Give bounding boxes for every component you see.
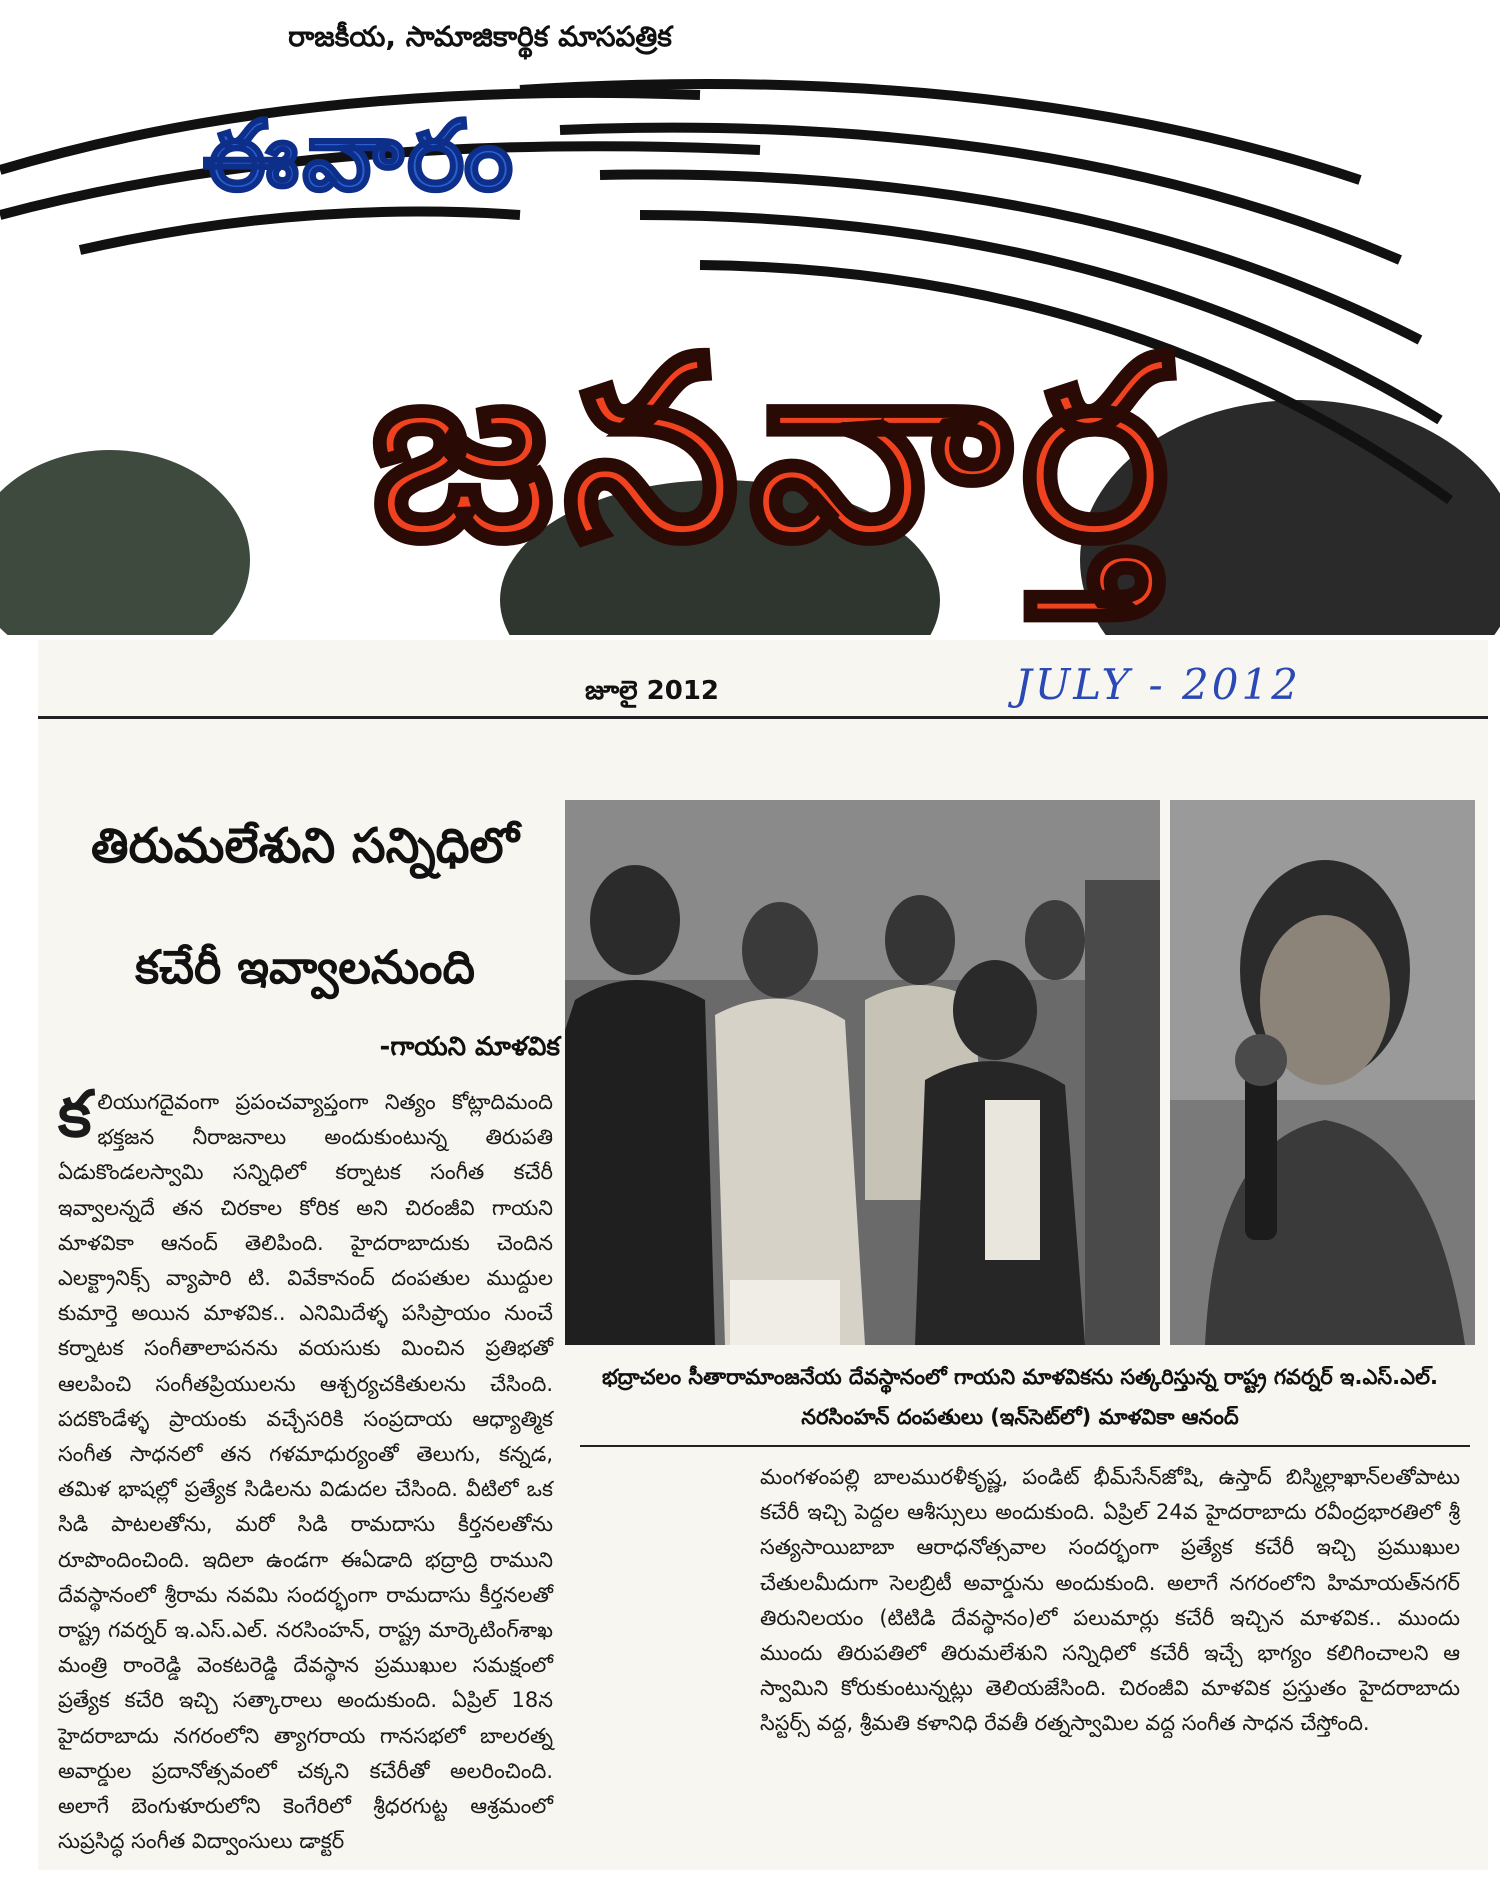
caption-divider (580, 1445, 1470, 1447)
issue-date: జూలై 2012 (585, 676, 720, 706)
headline-line-2: కచేరీ ఇవ్వాలనుంది (135, 940, 475, 994)
photo-caption-line-1: భద్రాచలం సీతారామాంజనేయ దేవస్థానంలో గాయని మాళవికను సత్కరిస్తున్న రాష్ట్ర గవర్నర్ ఇ.ఎస్.ఎల్. (602, 1365, 1438, 1389)
photo-caption-line-2: నరసింహన్ దంపతులు (ఇన్‌సెట్‌లో) మాళవికా ఆనంద్ (801, 1405, 1239, 1429)
headline-line-1: తిరుమలేశుని సన్నిధిలో (91, 818, 519, 874)
top-divider (38, 716, 1488, 719)
masthead (0, 0, 1500, 635)
body-text-left: లియుగదైవంగా ప్రపంచవ్యాప్తంగా నిత్యం కోట్లాదిమంది భక్తజన నీరాజనాలు అందుకుంటున్న తిరుపతి ఏడుకొండలస్వామి సన్నిధిలో కర్నాటక సంగీత కచేరీ ఇవ్వాలన్నదే తన చిరకాల కోరిక అని చిరంజీవి గాయని మాళవికా ఆనంద్ తెలిపింది. హైదరాబాదుకు చెందిన ఎలక్ట్రానిక్స్ వ్యాపారి టి. వివేకానంద్ దంపతుల ముద్దుల కుమార్తె అయిన మాళవిక.. ఎనిమిదేళ్ళ పసిప్రాయం నుంచే కర్నాటక సంగీతాలాపనను వయసుకు మించిన ప్రతిభతో ఆలపించి సంగీతప్రియులను ఆశ్చర్యచకితులను చేసింది. పదకొండేళ్ళ ప్రాయంకు వచ్చేసరికి సంప్రదాయ ఆధ్యాత్మిక సంగీత సాధనలో తన గళమాధుర్యంతో తెలుగు, కన్నడ, తమిళ భాషల్లో ప్రత్యేక సిడిలను విడుదల చేసింది. వీటిలో ఒక సిడి పాటలతోను, మరో సిడి రామదాసు కీర్తనలతోను రూపొందించింది. ఇదిలా ఉండగా ఈఏడాది భద్రాద్రి రాముని దేవస్థానంలో శ్రీరామ నవమి సందర్భంగా రామదాసు కీర్తనలతో రాష్ట్ర గవర్నర్ ఇ.ఎస్.ఎల్. నరసింహన్, రాష్ట్ర మార్కెటింగ్‌శాఖ మంత్రి రాంరెడ్డి వెంకటరెడ్డి దేవస్థాన ప్రముఖుల సమక్షంలో ప్రత్యేక కచేరి ఇచ్చి సత్కారాలు అందుకుంది. ఏప్రిల్ 18న హైదరాబాదు నగరంలోని త్యాగరాయ గానసభలో బాలరత్న అవార్డుల ప్రదానోత్సవంలో చక్కని కచేరీతో అలరించింది. అలాగే బెంగుళూరులోని కెంగేరిలో శ్రీధరగుట్ట ఆశ్రమంలో సుప్రసిద్ధ సంగీత విద్వాంసులు డాక్టర్ (58, 1090, 553, 1854)
drop-cap: క (58, 1078, 92, 1152)
body-text-right: మంగళంపల్లి బాలమురళీకృష్ణ, పండిట్ భీమ్‌సేన్‌జోషి, ఉస్తాద్ బిస్మిల్లాఖాన్‌లతోపాటు కచేరీ ఇచ్చి పెద్దల ఆశీస్సులు అందుకుంది. ఏప్రిల్ 24వ హైదరాబాదు రవీంద్రభారతిలో శ్రీ సత్యసాయిబాబా ఆరాధనోత్సవాల సందర్భంగా ప్రత్యేక కచేరీ ఇచ్చి ప్రముఖుల చేతులమీదుగా సెలబ్రిటీ అవార్డును అందుకుంది. అలాగే నగరంలోని హిమాయత్‌నగర్ తిరునిలయం (టిటిడి దేవస్థానం)లో పలుమార్లు కచేరీ ఇచ్చిన మాళవిక.. ముందు ముందు తిరుపతిలో తిరుమలేశుని సన్నిధిలో కచేరీ ఇచ్చే భాగ్యం కలిగించాలని ఆ స్వామిని కోరుకుంటున్నట్లు తెలియజేసింది. చిరంజీవి మాళవిక ప్రస్తుతం హైదరాబాదు సిస్టర్స్ వద్ద, శ్రీమతి కళానిధి రేవతీ రత్నస్వామిల వద్ద సంగీత సాధన చేస్తోంది. (760, 1465, 1460, 1736)
masthead-subtitle: ఈవారం (203, 100, 517, 212)
article-body-right-column (760, 1460, 1460, 1742)
masthead-tagline: రాజకీయ, సామాజికార్థిక మాసపత్రిక (288, 20, 672, 53)
byline: -గాయని మాళవిక (379, 1032, 560, 1062)
masthead-title: జనవార్త (370, 304, 1180, 595)
article-photos (565, 800, 1475, 1345)
main-photo (565, 800, 1160, 1345)
microphone-icon (1245, 1070, 1277, 1240)
handwritten-date-note: JULY - 2012 (1015, 660, 1301, 709)
article-body-left-column (58, 1078, 553, 1859)
inset-photo (1170, 800, 1475, 1345)
